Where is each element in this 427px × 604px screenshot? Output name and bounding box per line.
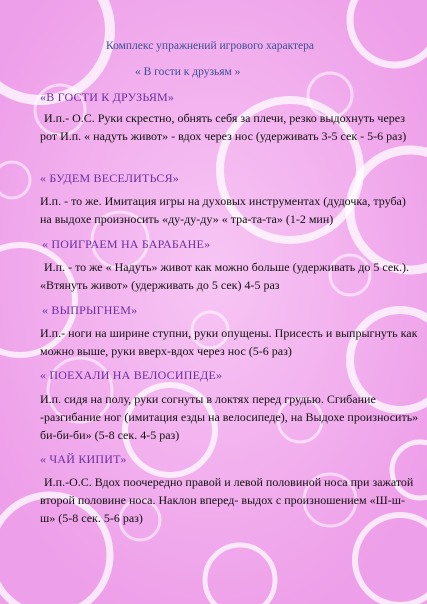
- exercise-heading-4: « ВЫПРЫГНЕМ»: [42, 303, 138, 317]
- exercise-text-3: И.п. - то же « Надуть» живот как можно больше (удерживать до 5 сек.). «Втянуть живот» (удерживать до 5 сек) 4-5 раз: [40, 260, 409, 292]
- exercise-text-1: И.п.- О.С. Руки скрестно, обнять себя за плечи, резко выдохнуть через рот И.п. « надуть живот» - вдох через нос (удерживать 3-5 сек - 5-6 раз): [40, 111, 407, 143]
- exercise-heading-3: « ПОИГРАЕМ НА БАРАБАНЕ»: [42, 237, 211, 251]
- exercise-heading-1: «В ГОСТИ К ДРУЗЬЯМ»: [40, 90, 175, 104]
- exercise-text-6: И.п.-О.С. Вдох поочередно правой и левой половиной носа при зажатой второй половине носа. Наклон вперед- выдох с произношением «Ш-ш-ш» (5-8 сек. 5-6 раз): [40, 475, 414, 525]
- exercise-heading-5: « ПОЕХАЛИ НА ВЕЛОСИПЕДЕ»: [40, 368, 223, 382]
- exercise-heading-6: « ЧАЙ КИПИТ»: [40, 452, 127, 466]
- exercise-text-4: И.п.- ноги на ширине ступни, руки опущены. Присесть и выпрыгнуть как можно выше, руки вверх-вдох через нос (5-6 раз): [40, 326, 418, 358]
- exercise-text-2: И.п. - то же. Имитация игры на духовых инструментах (дудочка, труба) на выдохе произносить «ду-ду-ду» « тра-та-та» (1-2 мин): [40, 194, 406, 226]
- document-title-line1: Комплекс упражнений игрового характера: [106, 40, 314, 52]
- document-title-line2: « В гости к друзьям »: [135, 66, 241, 78]
- exercise-heading-2: « БУДЕМ ВЕСЕЛИТЬСЯ»: [40, 171, 179, 185]
- exercise-text-5: И.п. сидя на полу, руки согнуты в локтях перед грудью. Сгибание -разгибание ног (имитация езды на велосипеде), на Выдохе произносить» би-би-би» (5-8 сек. 4-5 раз): [40, 392, 419, 442]
